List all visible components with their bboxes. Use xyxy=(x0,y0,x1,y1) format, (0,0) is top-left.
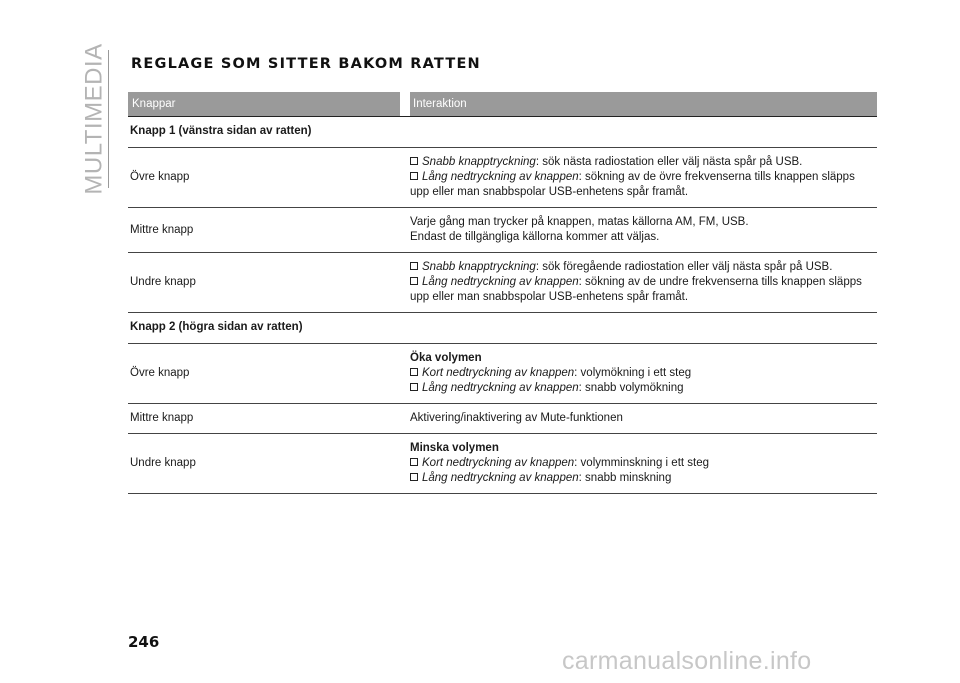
bullet-line xyxy=(410,366,877,381)
bullet-line xyxy=(410,170,877,185)
row-key: Övre knapp xyxy=(130,367,190,379)
square-bullet-icon xyxy=(410,473,418,481)
action-label: Snabb knapptryckning xyxy=(422,156,536,168)
action-text: : volymökning i ett steg xyxy=(574,367,692,379)
table-row xyxy=(128,148,877,208)
action-heading: Öka volymen xyxy=(410,352,482,364)
row-description xyxy=(410,260,877,305)
action-label: Lång nedtryckning av knappen xyxy=(422,276,579,288)
table-header xyxy=(128,92,877,117)
page-title: REGLAGE SOM SITTER BAKOM RATTEN xyxy=(131,56,481,72)
bullet-line xyxy=(410,260,877,275)
square-bullet-icon xyxy=(410,277,418,285)
action-label: Kort nedtryckning av knappen xyxy=(422,367,575,379)
action-heading: Minska volymen xyxy=(410,442,499,454)
continuation-line: upp eller man snabbspolar USB-enhetens spår framåt. xyxy=(410,186,689,198)
sidebar-divider xyxy=(108,50,109,188)
controls-table xyxy=(128,92,877,494)
bullet-line xyxy=(410,471,877,486)
action-text: : sökning av de övre frekvenserna tills knappen släpps xyxy=(578,171,855,183)
action-text: : snabb minskning xyxy=(578,472,672,484)
square-bullet-icon xyxy=(410,383,418,391)
bullet-line xyxy=(410,155,877,170)
row-key: Undre knapp xyxy=(130,457,196,469)
row-description xyxy=(410,215,877,245)
action-label: Lång nedtryckning av knappen xyxy=(422,382,579,394)
action-label: Snabb knapptryckning xyxy=(422,261,536,273)
action-label: Kort nedtryckning av knappen xyxy=(422,457,575,469)
header-buttons: Knappar xyxy=(128,92,400,116)
description-line: Endast de tillgängliga källorna kommer att väljas. xyxy=(410,231,660,243)
action-text: : sök föregående radiostation eller välj nästa spår på USB. xyxy=(535,261,833,273)
watermark: carmanualsonline.info xyxy=(562,647,812,675)
page-number: 246 xyxy=(128,633,160,651)
section-sidebar-label xyxy=(81,43,109,195)
square-bullet-icon xyxy=(410,172,418,180)
table-row xyxy=(128,434,877,494)
row-key: Mittre knapp xyxy=(130,223,194,236)
square-bullet-icon xyxy=(410,368,418,376)
square-bullet-icon xyxy=(410,262,418,270)
row-description xyxy=(410,155,877,200)
table-row xyxy=(128,253,877,313)
row-description xyxy=(410,411,877,426)
row-key: Övre knapp xyxy=(130,171,190,183)
action-label: Lång nedtryckning av knappen xyxy=(422,472,579,484)
description-line: Varje gång man trycker på knappen, matas källorna AM, FM, USB. xyxy=(410,216,749,228)
bullet-line xyxy=(410,381,877,396)
table-row xyxy=(128,404,877,434)
group-heading-button-1: Knapp 1 (vänstra sidan av ratten) xyxy=(128,117,877,148)
row-key: Undre knapp xyxy=(130,276,196,288)
action-text: : sök nästa radiostation eller välj nästa spår på USB. xyxy=(535,156,803,168)
action-text: : volymminskning i ett steg xyxy=(574,457,710,469)
group-heading-button-2: Knapp 2 (högra sidan av ratten) xyxy=(128,313,877,344)
row-description xyxy=(410,351,877,396)
row-description xyxy=(410,441,877,486)
action-text: : sökning av de undre frekvenserna tills knappen släpps xyxy=(578,276,862,288)
bullet-line xyxy=(410,456,877,471)
square-bullet-icon xyxy=(410,458,418,466)
bullet-line xyxy=(410,275,877,290)
description-line: Aktivering/inaktivering av Mute-funktionen xyxy=(410,412,623,424)
row-key: Mittre knapp xyxy=(130,412,194,424)
continuation-line: upp eller man snabbspolar USB-enhetens spår framåt. xyxy=(410,291,689,303)
square-bullet-icon xyxy=(410,157,418,165)
table-row xyxy=(128,344,877,404)
header-interaction: Interaktion xyxy=(410,92,877,116)
section-sidebar-text: MULTIMEDIA xyxy=(81,43,109,195)
action-text: : snabb volymökning xyxy=(578,382,684,394)
action-label: Lång nedtryckning av knappen xyxy=(422,171,579,183)
table-row xyxy=(128,208,877,253)
